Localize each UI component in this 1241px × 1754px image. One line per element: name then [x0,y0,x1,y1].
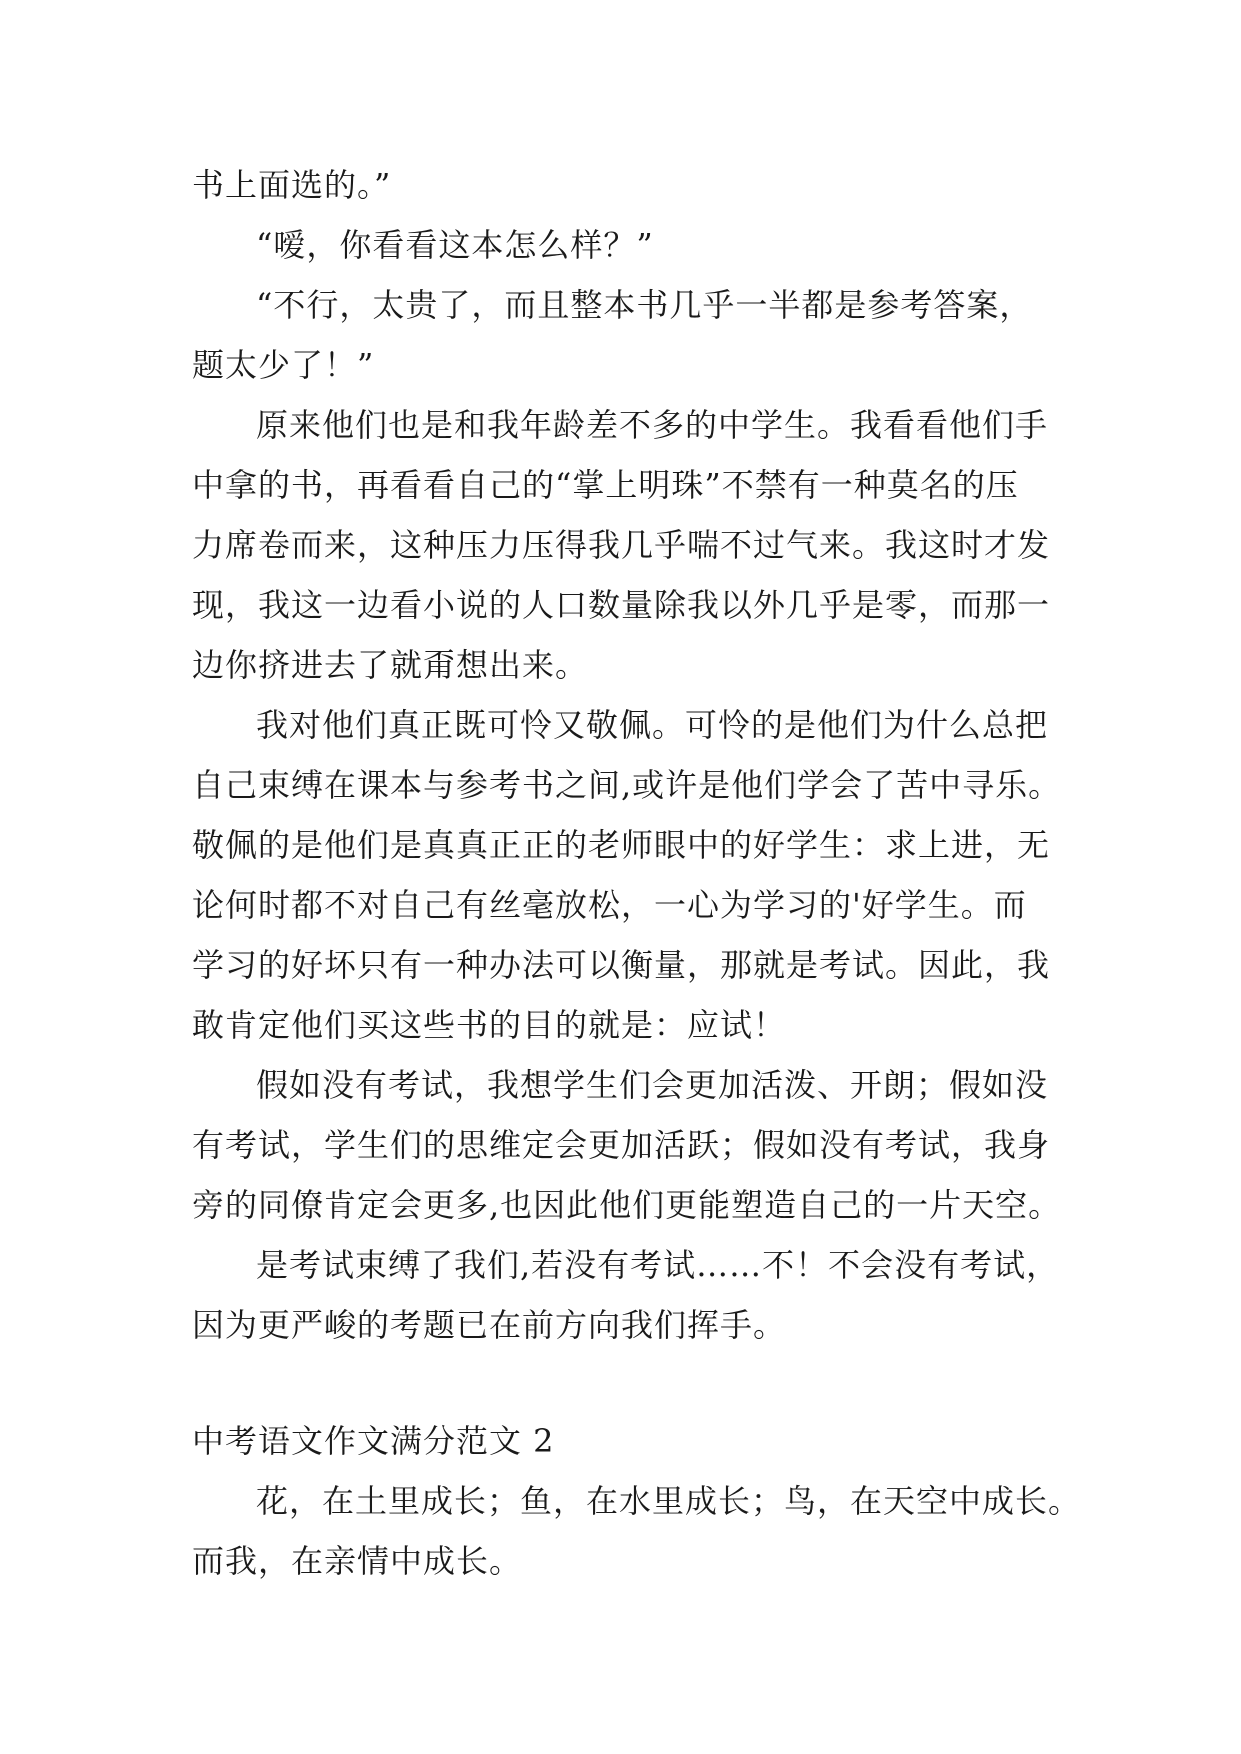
text-line: 敢肯定他们买这些书的目的就是：应试！ [192,1006,787,1044]
text-line: 力席卷而来，这种压力压得我几乎喘不过气来。我这时才发 [192,526,1051,564]
text-line: 花，在土里成长；鱼，在水里成长；鸟，在天空中成长。 [256,1482,1082,1520]
text-line: 论何时都不对自己有丝毫放松，一心为学习的'好学生。而 [192,886,1027,924]
section-spacer [192,1355,1062,1411]
text-line: “不行，太贵了，而且整本书几乎一半都是参考答案， [256,286,1033,324]
document-page [192,155,1082,1591]
text-line: 现，我这一边看小说的人口数量除我以外几乎是零，而那一 [192,586,1051,624]
text-line: “嗳，你看看这本怎么样？” [256,226,654,264]
text-line: 自己束缚在课本与参考书之间,或许是他们学会了苦中寻乐。 [192,766,1062,804]
text-line: 学习的好坏只有一种办法可以衡量，那就是考试。因此，我 [192,946,1051,984]
text-line: 题太少了！” [192,346,375,384]
text-line: 假如没有考试，我想学生们会更加活泼、开朗；假如没 [256,1066,1049,1104]
paragraph [192,215,1062,275]
paragraph [192,1055,1062,1235]
essay-body [192,155,1062,1355]
text-line: 有考试，学生们的思维定会更加活跃；假如没有考试，我身 [192,1126,1051,1164]
text-line: 边你挤进去了就甭想出来。 [192,646,589,684]
text-line: 敬佩的是他们是真真正正的老师眼中的好学生：求上进，无 [192,826,1051,864]
paragraph [192,155,1062,215]
text-line: 中拿的书，再看看自己的“掌上明珠”不禁有一种莫名的压 [192,466,1019,504]
text-line: 而我，在亲情中成长。 [192,1542,523,1580]
text-line: 旁的同僚肯定会更多,也因此他们更能塑造自己的一片天空。 [192,1186,1062,1224]
text-line: 是考试束缚了我们,若没有考试……不！不会没有考试， [256,1246,1060,1284]
paragraph [192,695,1062,1055]
paragraph [192,395,1062,695]
text-line: 因为更严峻的考题已在前方向我们挥手。 [192,1306,787,1344]
essay-body-2 [192,1471,1082,1591]
section-title: 中考语文作文满分范文 2 [192,1422,555,1460]
paragraph [192,1471,1082,1591]
text-line: 我对他们真正既可怜又敬佩。可怜的是他们为什么总把 [256,706,1049,744]
text-line: 书上面选的。” [192,166,392,204]
paragraph [192,1235,1062,1355]
paragraph [192,275,1062,395]
text-line: 原来他们也是和我年龄差不多的中学生。我看看他们手 [256,406,1049,444]
